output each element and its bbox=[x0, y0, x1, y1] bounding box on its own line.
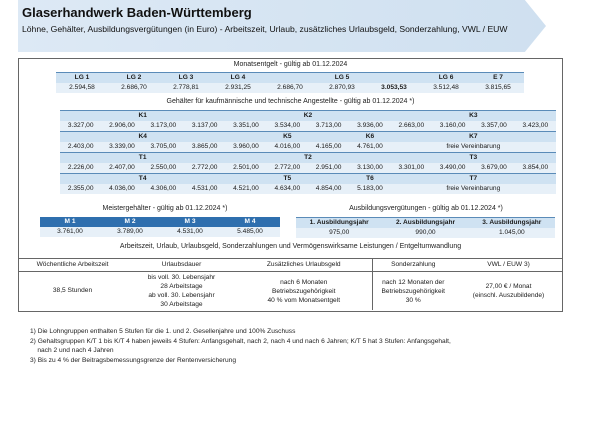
bottom-table bbox=[18, 258, 563, 310]
meister-group: M 4 bbox=[220, 217, 280, 227]
urlaubsgeld-line: nach 6 Monaten bbox=[280, 278, 328, 286]
meister-label: Meistergehälter - gültig ab 01.12.2024 *) bbox=[102, 205, 228, 212]
footnote: 2) Gehaltsgruppen K/T 1 bis K/T 4 haben jeweils 4 Stufen: Anfangsgehalt, nach 2, nach 4 und nach 6 Jahren; K/T 5 hat 3 Stufen: Anfangsgehalt, bbox=[30, 337, 451, 345]
gehalt-group: K7 bbox=[391, 132, 556, 143]
gehalt-value: 3.490,00 bbox=[432, 163, 473, 174]
ausbildung-value: 990,00 bbox=[382, 228, 468, 238]
bottom-header: Wöchentliche Arbeitszeit bbox=[18, 259, 127, 272]
urlaub-line: 30 Arbeitstage bbox=[160, 301, 203, 308]
monat-label: Monatsentgelt - gültig ab 01.12.2024 bbox=[233, 61, 348, 68]
vwl-line: (einschl. Auszubildende) bbox=[472, 292, 545, 299]
meister-group: M 3 bbox=[160, 217, 220, 227]
monat-group: LG 5 bbox=[264, 73, 420, 84]
bottom-label: Arbeitszeit, Urlaub, Urlaubsgeld, Sonderzahlungen und Vermögenswirksame Leistungen / Entgeltumwandlung bbox=[119, 243, 462, 250]
gehalt-value: 3.854,00 bbox=[515, 163, 556, 174]
gehalt-value: 2.772,00 bbox=[184, 163, 225, 174]
gehalt-value: 3.423,00 bbox=[515, 121, 556, 132]
gehalt-group: T4 bbox=[60, 174, 225, 185]
gehalt-value: 3.137,00 bbox=[184, 121, 225, 132]
arbeitszeit-value: 38,5 Stunden bbox=[52, 287, 93, 294]
gehalt-value: 3.679,00 bbox=[473, 163, 514, 174]
monat-value: 2.686,70 bbox=[264, 83, 316, 93]
gehalt-value: 3.327,00 bbox=[60, 121, 101, 132]
gehalt-value: 3.865,00 bbox=[184, 142, 225, 153]
gehalt-value: 2.951,00 bbox=[308, 163, 349, 174]
gehalt-value: 2.403,00 bbox=[60, 142, 101, 153]
gehalt-group: T1 bbox=[60, 153, 225, 164]
urlaub-line: 28 Arbeitstage bbox=[160, 283, 203, 290]
ausbildung-label: Ausbildungsvergütungen - gültig ab 01.12.2024 *) bbox=[349, 205, 503, 212]
ausbildung-group: 3. Ausbildungsjahr bbox=[469, 218, 555, 229]
footnote: nach 2 und nach 4 Jahren bbox=[30, 347, 114, 354]
sonderzahlung-cell bbox=[372, 272, 454, 311]
meister-value: 5.485,00 bbox=[220, 227, 280, 237]
monat-value: 3.053,53 bbox=[368, 83, 420, 93]
ausbildung-value: 1.045,00 bbox=[469, 228, 555, 238]
urlaubsgeld-cell bbox=[236, 272, 372, 311]
gehalt-group: K3 bbox=[391, 111, 556, 122]
footnote: 1) Die Lohngruppen enthalten 5 Stufen für die 1. und 2. Gesellenjahre und 100% Zuschuss bbox=[30, 328, 296, 335]
gehalt-group: T6 bbox=[349, 174, 390, 185]
gehalt-value: 4.531,00 bbox=[184, 184, 225, 194]
ausbildung-group: 2. Ausbildungsjahr bbox=[382, 218, 468, 229]
monat-group: LG 3 bbox=[160, 73, 212, 84]
sonderzahlung-line: 30 % bbox=[405, 296, 421, 304]
meister-value: 3.789,00 bbox=[100, 227, 160, 237]
gehalt-group: T2 bbox=[225, 153, 390, 164]
monat-group: LG 2 bbox=[108, 73, 160, 84]
footnotes bbox=[30, 327, 570, 365]
gehalt-value: 3.936,00 bbox=[349, 121, 390, 132]
monat-group: LG 1 bbox=[56, 73, 108, 84]
monat-value: 2.594,58 bbox=[56, 83, 108, 93]
page-title: Glaserhandwerk Baden-Württemberg bbox=[22, 5, 252, 20]
ausbildung-value: 975,00 bbox=[296, 228, 382, 238]
gehalt-value: 5.183,00 bbox=[349, 184, 390, 194]
monat-value: 3.815,65 bbox=[472, 83, 524, 93]
urlaubsgeld-line: 40 % vom Monatsentgelt bbox=[267, 296, 341, 304]
gehalt-value: 2.501,00 bbox=[225, 163, 266, 174]
monat-group: LG 4 bbox=[212, 73, 264, 84]
gehalt-value: 4.016,00 bbox=[267, 142, 308, 153]
gehalt-k7-note: freie Vereinbarung bbox=[391, 142, 556, 153]
meister-value: 3.761,00 bbox=[40, 227, 100, 237]
bottom-header: Sonderzahlung bbox=[372, 259, 454, 272]
gehalt-value: 4.854,00 bbox=[308, 184, 349, 194]
monat-value: 2.778,81 bbox=[160, 83, 212, 93]
gehalt-group: K6 bbox=[349, 132, 390, 143]
gehalt-value: 3.534,00 bbox=[267, 121, 308, 132]
gehalt-group: K2 bbox=[225, 111, 390, 122]
meister-value: 4.531,00 bbox=[160, 227, 220, 237]
gehalt-table bbox=[60, 110, 556, 194]
monat-table bbox=[56, 72, 524, 93]
bottom-header: Zusätzliches Urlaubsgeld bbox=[236, 259, 372, 272]
gehalt-value: 4.521,00 bbox=[225, 184, 266, 194]
gehalt-value: 3.160,00 bbox=[432, 121, 473, 132]
gehalt-value: 4.306,00 bbox=[143, 184, 184, 194]
gehalt-value: 3.301,00 bbox=[391, 163, 432, 174]
urlaub-cell bbox=[127, 272, 236, 311]
gehalt-group: T7 bbox=[391, 174, 556, 185]
meister-group: M 2 bbox=[100, 217, 160, 227]
monat-group: LG 6 bbox=[420, 73, 472, 84]
monat-value: 2.931,25 bbox=[212, 83, 264, 93]
gehalt-group: K1 bbox=[60, 111, 225, 122]
gehalt-value: 2.355,00 bbox=[60, 184, 101, 194]
gehalt-value: 3.351,00 bbox=[225, 121, 266, 132]
ausbildung-table bbox=[296, 217, 555, 238]
bottom-header: Urlaubsdauer bbox=[127, 259, 236, 272]
gehalt-value: 3.960,00 bbox=[225, 142, 266, 153]
meister-table bbox=[40, 217, 280, 237]
gehalt-value: 4.036,00 bbox=[101, 184, 142, 194]
gehalt-group: T3 bbox=[391, 153, 556, 164]
urlaub-line: ab voll. 30. Lebensjahr bbox=[148, 292, 215, 299]
gehalt-value: 4.761,00 bbox=[349, 142, 390, 153]
monat-value: 2.870,93 bbox=[316, 83, 368, 93]
gehalt-value: 2.906,00 bbox=[101, 121, 142, 132]
gehalt-value: 3.705,00 bbox=[143, 142, 184, 153]
gehalt-label: Gehälter für kaufmännische und technische Angestellte - gültig ab 01.12.2024 *) bbox=[166, 98, 415, 105]
gehalt-value: 3.339,00 bbox=[101, 142, 142, 153]
ausbildung-group: 1. Ausbildungsjahr bbox=[296, 218, 382, 229]
gehalt-value: 2.663,00 bbox=[391, 121, 432, 132]
gehalt-group: T5 bbox=[225, 174, 349, 185]
gehalt-value: 2.550,00 bbox=[143, 163, 184, 174]
sonderzahlung-line: Betriebszugehörigkeit bbox=[381, 287, 445, 295]
monat-value: 3.512,48 bbox=[420, 83, 472, 93]
gehalt-group: K5 bbox=[225, 132, 349, 143]
vwl-cell bbox=[454, 272, 563, 311]
gehalt-value: 3.357,00 bbox=[473, 121, 514, 132]
gehalt-value: 4.165,00 bbox=[308, 142, 349, 153]
gehalt-value: 4.634,00 bbox=[267, 184, 308, 194]
urlaub-line: bis voll. 30. Lebensjahr bbox=[147, 274, 216, 281]
meister-group: M 1 bbox=[40, 217, 100, 227]
gehalt-group: K4 bbox=[60, 132, 225, 143]
monat-group: E 7 bbox=[472, 73, 524, 84]
sonderzahlung-line: nach 12 Monaten der bbox=[382, 278, 445, 286]
gehalt-value: 2.407,00 bbox=[101, 163, 142, 174]
bottom-header: VWL / EUW 3) bbox=[454, 259, 563, 272]
gehalt-value: 3.130,00 bbox=[349, 163, 390, 174]
monat-value: 2.686,70 bbox=[108, 83, 160, 93]
vwl-line: 27,00 € / Monat bbox=[485, 283, 532, 290]
urlaubsgeld-line: Betriebszugehörigkeit bbox=[272, 287, 336, 295]
page-subtitle: Löhne, Gehälter, Ausbildungsvergütungen (in Euro) - Arbeitszeit, Urlaub, zusätzliches Urlaubsgeld, Sonderzahlung, VWL / EUW bbox=[22, 24, 508, 34]
gehalt-t7-note: freie Vereinbarung bbox=[391, 184, 556, 194]
gehalt-value: 2.772,00 bbox=[267, 163, 308, 174]
gehalt-value: 3.713,00 bbox=[308, 121, 349, 132]
footnote: 3) Bis zu 4 % der Beitragsbemessungsgrenze der Rentenversicherung bbox=[30, 356, 236, 364]
gehalt-value: 2.226,00 bbox=[60, 163, 101, 174]
gehalt-value: 3.173,00 bbox=[143, 121, 184, 132]
